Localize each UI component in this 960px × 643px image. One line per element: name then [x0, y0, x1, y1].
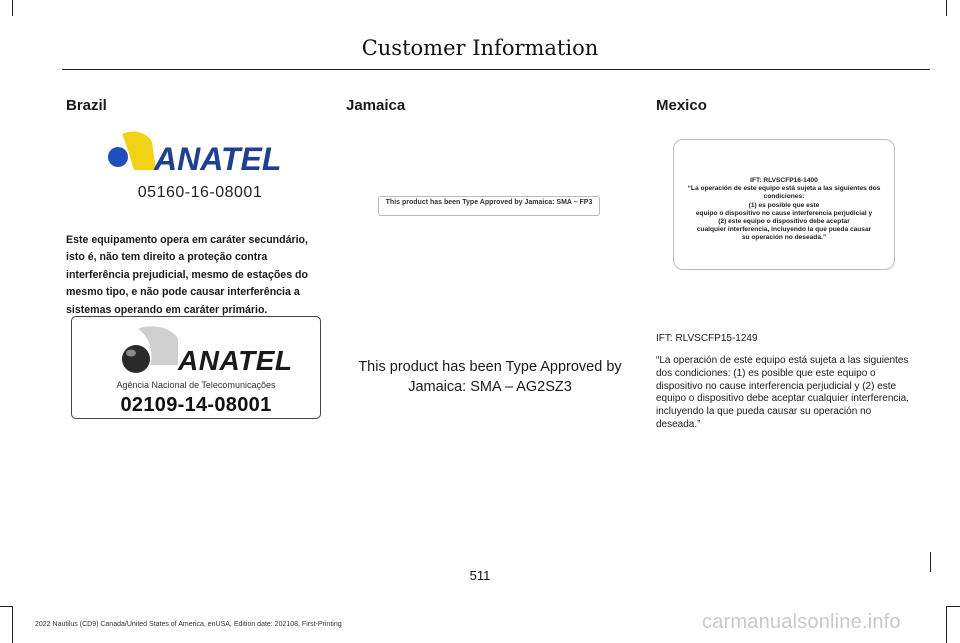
watermark: carmanualsonline.info	[702, 611, 901, 633]
crop-mark-bottom-right	[946, 606, 947, 643]
crop-mark-bottom-left-h	[0, 606, 12, 607]
section-heading-mexico: Mexico	[656, 97, 707, 114]
mexico-label-text	[673, 177, 895, 243]
mexico-label-line: equipo o dispositivo no cause interferencia perjudicial y	[695, 209, 873, 217]
jamaica-label-text: This product has been Type Approved by Jamaica: SMA – FP3	[385, 199, 593, 206]
mexico-label-line: (1) es posible que este	[748, 201, 820, 209]
anatel-code-1: 05160-16-08001	[137, 184, 263, 201]
mexico-label-line: su operación no deseada.”	[741, 234, 827, 242]
section-heading-brazil: Brazil	[66, 97, 107, 114]
anatel-gray-emblem	[120, 325, 182, 382]
anatel-wordmark: ANATEL	[154, 141, 282, 177]
crop-mark-bottom-left	[12, 606, 13, 643]
header-divider	[62, 69, 930, 70]
jamaica-approval-text: This product has been Type Approved by Jamaica: SMA – AG2SZ3	[358, 359, 622, 395]
mexico-label-line: “La operación de este equipo está sujeta a las siguientes dos condiciones:	[687, 185, 881, 201]
crop-mark-top-left	[12, 0, 13, 16]
mexico-label-line: IFT: RLVSCFP16-1400	[750, 177, 818, 184]
anatel-agency-name: Agência Nacional de Telecomunicações	[116, 380, 276, 390]
edition-footer: 2022 Nautilus (CD9) Canada/United States of America, enUSA, Edition date: 202108, First-Printing	[35, 621, 342, 628]
crop-mark-bottom-right-h	[947, 606, 960, 607]
page-title: Customer Information	[361, 36, 599, 60]
section-heading-jamaica: Jamaica	[346, 97, 406, 114]
mexico-ift-code: IFT: RLVSCFP15-1249	[656, 333, 758, 344]
crop-mark-top-right	[946, 0, 947, 16]
mexico-label-line: cualquier interferencia, incluyendo la que pueda causar	[696, 226, 872, 234]
anatel-wordmark-2: ANATEL	[178, 345, 293, 376]
brazil-notice: Este equipamento opera em caráter secundário, isto é, não tem direito a proteção contra interferência prejudicial, mesmo de estações do mesmo tipo, e não pode causar interferência a sistemas operando em caráter primário.	[66, 234, 308, 316]
mexico-label-line: (2) este equipo o dispositivo debe aceptar	[718, 218, 850, 226]
anatel-code-2: 02109-14-08001	[120, 394, 272, 416]
mexico-notice: “La operación de este equipo está sujeta a las siguientes dos condiciones: (1) es posible que este equipo o dispositivo no cause interferencia perjudicial y (2) este equipo o dispositivo debe aceptar cualquier interferencia, incluyendo la que pueda causar su operación no deseada.”	[656, 355, 909, 430]
page-number: 511	[469, 568, 491, 583]
